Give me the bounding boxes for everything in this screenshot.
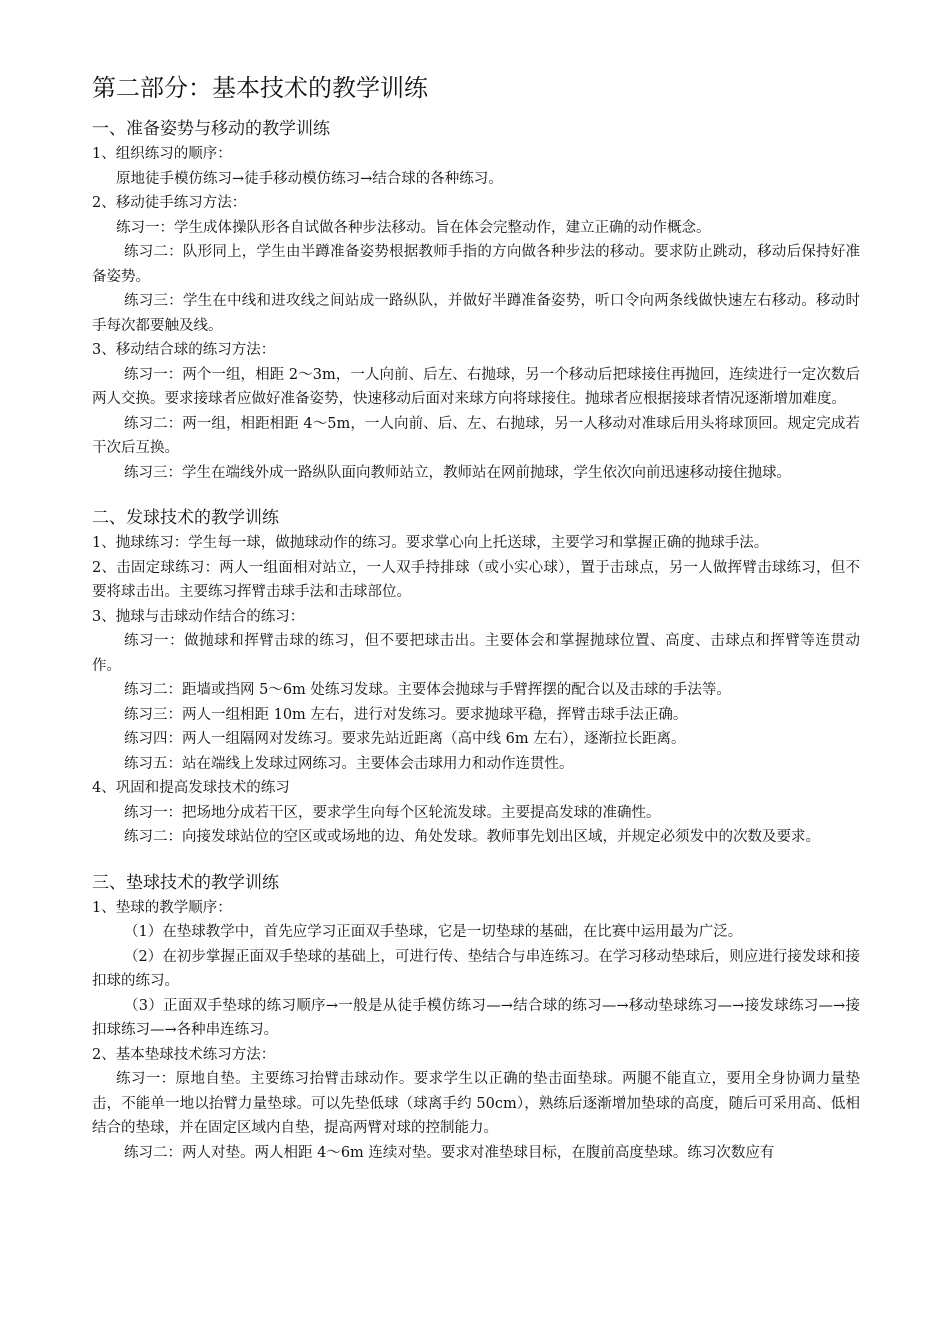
paragraph: （1）在垫球教学中，首先应学习正面双手垫球，它是一切垫球的基础，在比赛中运用最为广泛。 bbox=[124, 924, 743, 940]
paragraph: 练习三：两人一组相距 10m 左右，进行对发练习。要求抛球平稳，挥臂击球手法正确。 bbox=[124, 706, 688, 723]
paragraph: 练习一：两个一组，相距 2～3m，一人向前、后左、右抛球，另一个移动后把球接住再抛回，连续进行一定次数后两人交换。要求接球者应做好准备姿势，快速移动后面对来球方向将球接住。抛球者应根据接球者情况逐渐增加难度。 bbox=[92, 366, 860, 407]
paragraph: （3）正面双手垫球的练习顺序→一般是从徒手模仿练习—→结合球的练习—→移动垫球练习—→接发球练习—→接扣球练习—→各种串连练习。 bbox=[92, 997, 860, 1038]
paragraph: 练习二：向接发球站位的空区或或场地的边、角处发球。教师事先划出区域，并规定必须发中的次数及要求。 bbox=[124, 829, 820, 845]
paragraph: 2、击固定球练习：两人一组面相对站立，一人双手持排球（或小实心球），置于击球点，另一人做挥臂击球练习，但不要将球击出。主要练习挥臂击球手法和击球部位。 bbox=[92, 559, 860, 600]
paragraph: 练习五：站在端线上发球过网练习。主要体会击球用力和动作连贯性。 bbox=[124, 755, 574, 772]
paragraph: 原地徒手模仿练习→徒手移动模仿练习→结合球的各种练习。 bbox=[116, 170, 503, 187]
paragraph: 练习一：把场地分成若干区，要求学生向每个区轮流发球。主要提高发球的准确性。 bbox=[124, 804, 661, 821]
paragraph: 练习一：做抛球和挥臂击球的练习，但不要把球击出。主要体会和掌握抛球位置、高度、击球点和挥臂等连贯动作。 bbox=[92, 633, 860, 674]
paragraph: 3、抛球与击球动作结合的练习： bbox=[92, 608, 305, 625]
paragraph: 4、巩固和提高发球技术的练习 bbox=[92, 780, 290, 796]
paragraph: 2、基本垫球技术练习方法： bbox=[92, 1046, 276, 1063]
paragraph: 练习三：学生在中线和进攻线之间站成一路纵队，并做好半蹲准备姿势，听口令向两条线做快速左右移动。移动时手每次都要触及线。 bbox=[92, 293, 860, 334]
paragraph: 练习四：两人一组隔网对发练习。要求先站近距离（高中线 6m 左右），逐渐拉长距离。 bbox=[124, 731, 686, 747]
paragraph: 练习一：学生成体操队形各自试做各种步法移动。旨在体会完整动作，建立正确的动作概念。 bbox=[116, 219, 711, 236]
document-body bbox=[92, 70, 860, 1165]
paragraph: 1、抛球练习：学生每一球，做抛球动作的练习。要求掌心向上托送球，主要学习和掌握正确的抛球手法。 bbox=[92, 535, 769, 551]
paragraph: 练习一：原地自垫。主要练习抬臂击球动作。要求学生以正确的垫击面垫球。两腿不能直立，要用全身协调力量垫击，不能单一地以抬臂力量垫球。可以先垫低球（球离手约 50cm），熟练后逐渐增加垫球的高度，随后可采用高、低相结合的垫球，并在固定区域内自垫，提高两臂对球的控制能力。 bbox=[92, 1071, 860, 1136]
paragraph: 练习二：两人对垫。两人相距 4～6m 连续对垫。要求对准垫球目标，在腹前高度垫球。练习次数应有 bbox=[124, 1144, 775, 1161]
section-heading-1: 一、准备姿势与移动的教学训练 bbox=[92, 119, 330, 139]
paragraph: 练习二：距墙或挡网 5～6m 处练习发球。主要体会抛球与手臂挥摆的配合以及击球的手法等。 bbox=[124, 682, 731, 698]
paragraph: 3、移动结合球的练习方法： bbox=[92, 342, 276, 358]
paragraph: （2）在初步掌握正面双手垫球的基础上，可进行传、垫结合与串连练习。在学习移动垫球后，则应进行接发球和接扣球的练习。 bbox=[92, 948, 860, 989]
section-heading-3: 三、垫球技术的教学训练 bbox=[92, 872, 279, 893]
paragraph: 练习三：学生在端线外成一路纵队面向教师站立，教师站在网前抛球，学生依次向前迅速移动接住抛球。 bbox=[124, 464, 791, 481]
section-heading-2: 二、发球技术的教学训练 bbox=[92, 508, 279, 528]
paragraph: 2、移动徒手练习方法： bbox=[92, 195, 247, 211]
paragraph: 练习二：两一组，相距相距 4～5m，一人向前、后、左、右抛球，另一人移动对准球后用头将球顶回。规定完成若干次后互换。 bbox=[92, 415, 860, 456]
paragraph: 练习二：队形同上，学生由半蹲准备姿势根据教师手指的方向做各种步法的移动。要求防止跳动，移动后保持好准备姿势。 bbox=[92, 244, 860, 285]
paragraph: 1、组织练习的顺序： bbox=[92, 146, 232, 162]
page-title: 第二部分：基本技术的教学训练 bbox=[92, 74, 428, 102]
paragraph: 1、垫球的教学顺序： bbox=[92, 899, 232, 916]
